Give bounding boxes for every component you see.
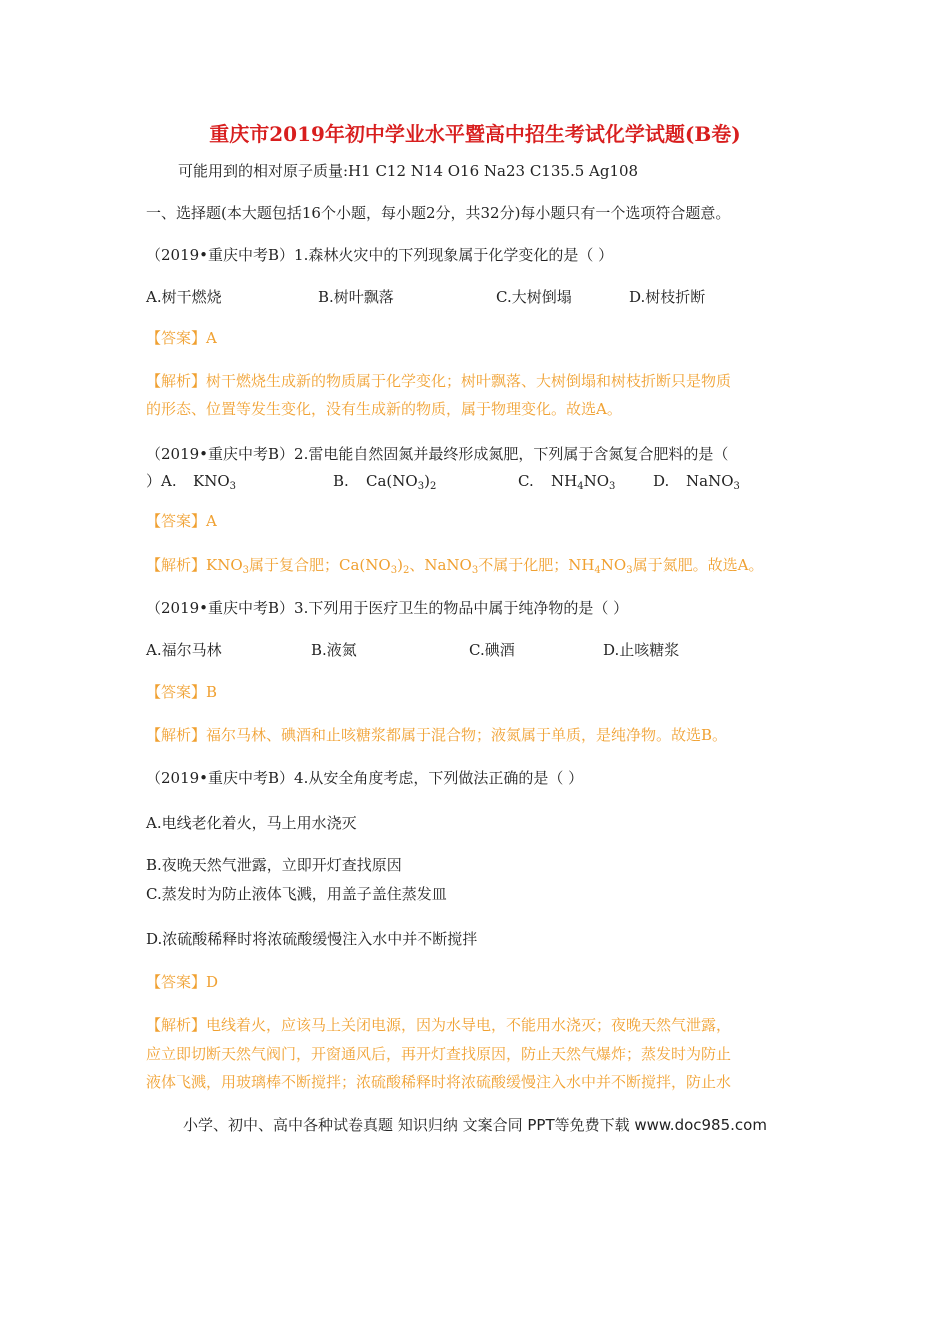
q4-option-b: B.夜晚天然气泄露，立即开灯查找原因: [146, 856, 402, 874]
q1-answer: 【答案】A: [146, 329, 217, 347]
q1-option-a: A.树干燃烧: [146, 288, 222, 306]
q4-option-d: D.浓硫酸稀释时将浓硫酸缓慢注入水中并不断搅拌: [146, 930, 478, 948]
q3-option-b: B.液氮: [311, 641, 357, 659]
q4-option-a: A.电线老化着火，马上用水浇灭: [146, 814, 357, 832]
q3-analysis: 【解析】福尔马林、碘酒和止咳糖浆都属于混合物；液氮属于单质，是纯净物。故选B。: [146, 726, 728, 744]
q1-option-d: D.树枝折断: [629, 288, 706, 306]
q1-stem: （2019•重庆中考B）1.森林火灾中的下列现象属于化学变化的是（ ）: [146, 246, 614, 264]
q4-option-c: C.蒸发时为防止液体飞溅，用盖子盖住蒸发皿: [146, 885, 447, 903]
atomic-mass-line: 可能用到的相对原子质量:H1 C12 N14 O16 Na23 C135.5 Ag108: [178, 162, 639, 180]
section-heading: 一、选择题(本大题包括16个小题，每小题2分，共32分)每小题只有一个选项符合题意。: [146, 204, 731, 222]
q2-stem: （2019•重庆中考B）2.雷电能自然固氮并最终形成氮肥，下列属于含氮复合肥料的是（: [146, 445, 729, 463]
q1-option-b: B.树叶飘落: [318, 288, 394, 306]
q1-analysis-line2: 的形态、位置等发生变化，没有生成新的物质，属于物理变化。故选A。: [146, 400, 622, 418]
q3-stem: （2019•重庆中考B）3.下列用于医疗卫生的物品中属于纯净物的是（ ）: [146, 599, 629, 617]
q2-analysis: 【解析】$KNO_3$属于复合肥；$Ca(NO_3)_2$、NaNO$_3$不属于化肥；$NH_4NO_3$属于氮肥。故选A。: [146, 556, 764, 576]
page-footer: 小学、初中、高中各种试卷真题 知识归纳 文案合同 PPT等免费下载 www.doc985.com: [183, 1116, 767, 1134]
q4-analysis-line3: 液体飞溅，用玻璃棒不断搅拌；浓硫酸稀释时将浓硫酸缓慢注入水中并不断搅拌，防止水: [146, 1073, 732, 1091]
q2-option-c-label: C.: [518, 472, 534, 490]
q2-option-d: NaNO$_3$: [686, 472, 740, 492]
q3-option-c: C.碘酒: [469, 641, 515, 659]
q2-answer: 【答案】A: [146, 512, 217, 530]
q2-option-d-label: D.: [653, 472, 670, 490]
q4-analysis-line1: 【解析】电线着火，应该马上关闭电源，因为水导电，不能用水浇灭；夜晚天然气泄露，: [146, 1016, 732, 1034]
q4-stem: （2019•重庆中考B）4.从安全角度考虑，下列做法正确的是（ ）: [146, 769, 584, 787]
q4-answer: 【答案】D: [146, 973, 219, 991]
q2-option-b: $Ca(NO_3)_2$: [366, 472, 437, 492]
q2-option-b-label: B.: [333, 472, 349, 490]
q2-option-c: $NH_4NO_3$: [551, 472, 616, 492]
q3-answer: 【答案】B: [146, 683, 218, 701]
page-title: 重庆市2019年初中学业水平暨高中招生考试化学试题(B卷): [209, 122, 741, 146]
q3-option-d: D.止咳糖浆: [603, 641, 680, 659]
q1-option-c: C.大树倒塌: [496, 288, 572, 306]
q2-stem-cont: ）A.: [146, 472, 177, 490]
q3-option-a: A.福尔马林: [146, 641, 222, 659]
q1-analysis-line1: 【解析】树干燃烧生成新的物质属于化学变化；树叶飘落、大树倒塌和树枝折断只是物质: [146, 372, 732, 390]
q4-analysis-line2: 应立即切断天然气阀门，开窗通风后，再开灯查找原因，防止天然气爆炸；蒸发时为防止: [146, 1045, 732, 1063]
q2-option-a: $KNO_3$: [193, 472, 237, 492]
